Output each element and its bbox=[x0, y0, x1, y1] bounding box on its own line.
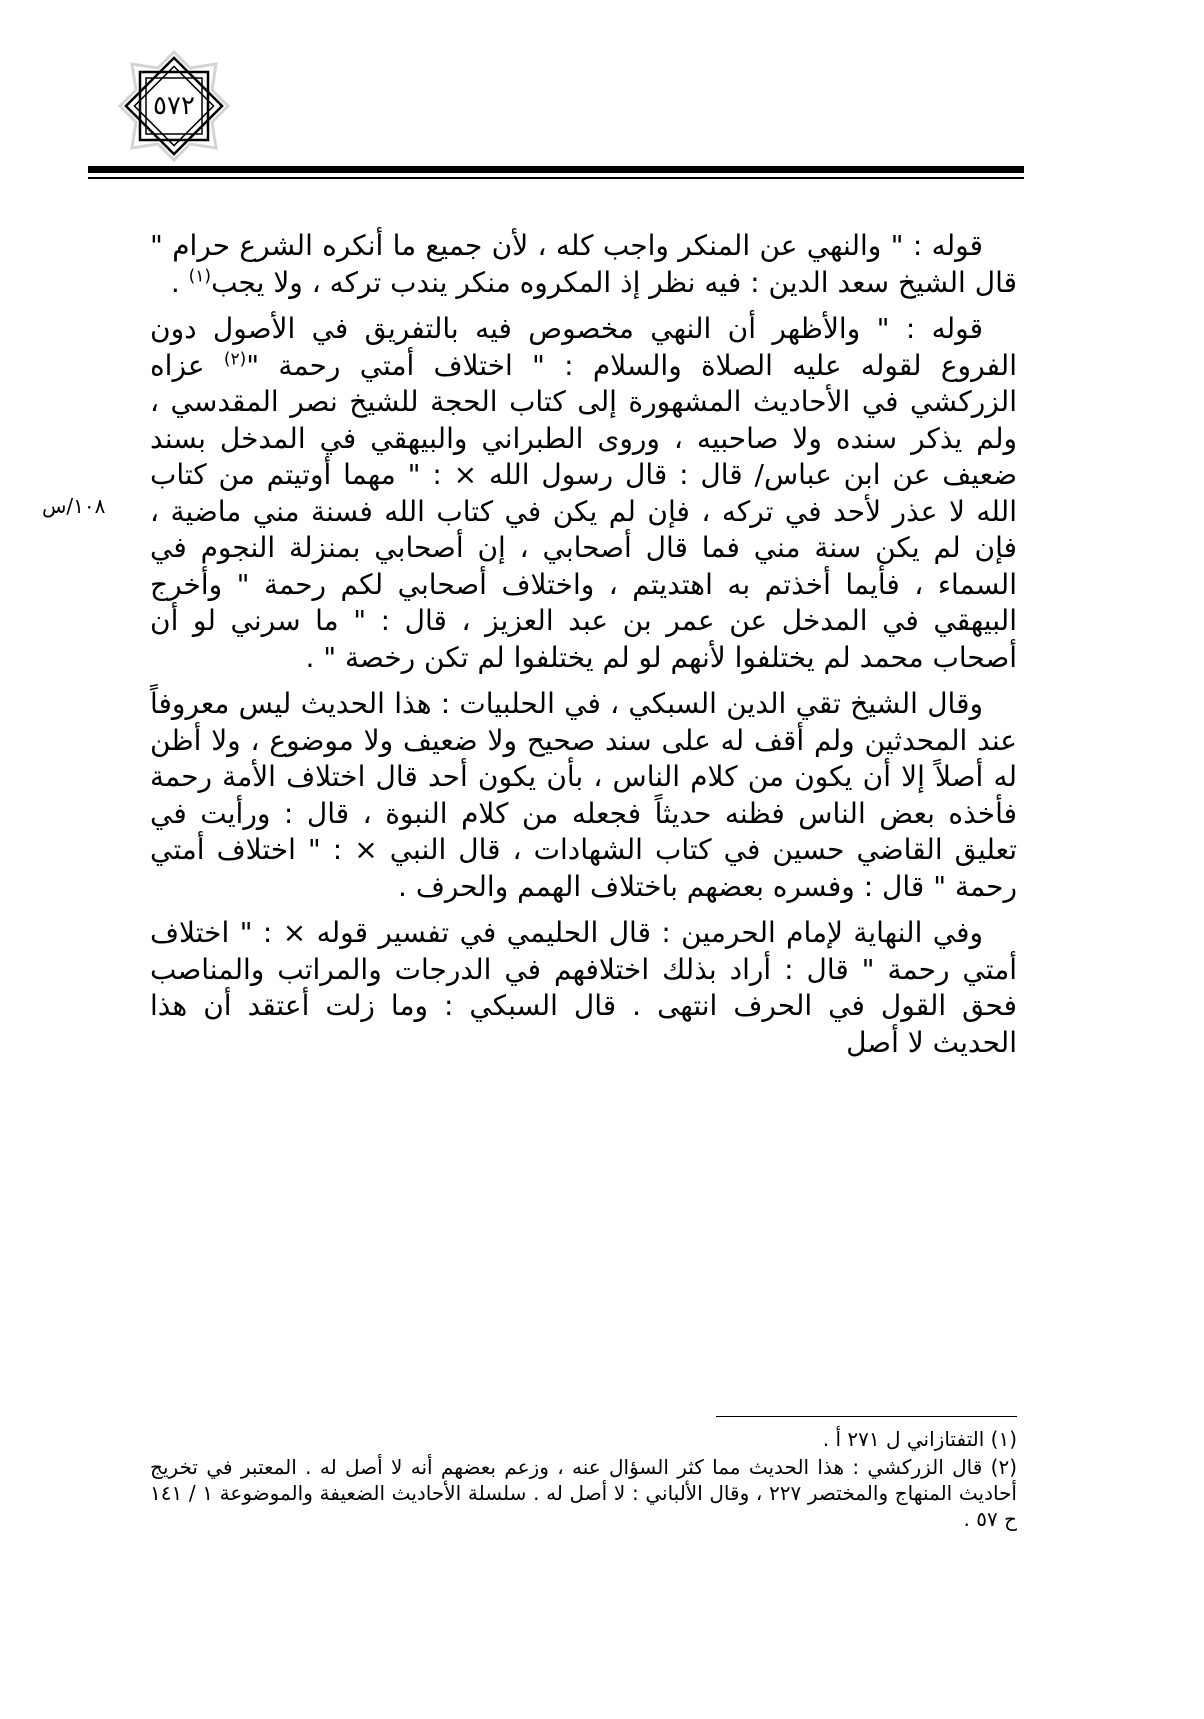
paragraph-1-end: . bbox=[170, 265, 189, 299]
header-rule-thick bbox=[88, 166, 1024, 173]
paragraph-4: وفي النهاية لإمام الحرمين : قال الحليمي في تفسير قوله × : " اختلاف أمتي رحمة " قال : أراد بذلك اختلافهم في الدرجات والمراتب والمناصب فحق القول في الحرف انتهى . قال السبكي : وما زلت أعتقد أن هذا الحديث لا أصل bbox=[150, 916, 1017, 1059]
paragraph-2-text: قوله : " والأظهر أن النهي مخصوص فيه بالتفريق في الأصول دون الفروع لقوله عليه الصلاة والسلام : " اختلاف أمتي رحمة " bbox=[150, 312, 1017, 382]
paragraph-1-text: قوله : " والنهي عن المنكر واجب كله ، لأن جميع ما أنكره الشرع حرام " قال الشيخ سعد الدين : فيه نظر إذ المكروه منكر يندب تركه ، ولا يجب bbox=[150, 229, 1017, 299]
footnote-ref-2: (٢) bbox=[223, 349, 247, 370]
footnotes bbox=[150, 1426, 1017, 1534]
footnote-separator bbox=[716, 1416, 1017, 1417]
paragraph-2-continuation: عزاه الزركشي في الأحاديث المشهورة إلى كتاب الحجة للشيخ نصر المقدسي ، ولم يذكر سنده ولا صاحبيه ، وروى الطبراني والبيهقي في المدخل بسند ضعيف عن ابن عباس/ قال : قال رسول الله × : " مهما أوتيتم من كتاب الله لا عذر لأحد في تركه ، فإن لم يكن في كتاب الله فسنة مني ماضية ، فإن لم يكن سنة مني فما قال أصحابي ، إن أصحابي بمنزلة النجوم في السماء ، فأيما أخذتم به اهتديتم ، واختلاف أصحابي لكم رحمة " وأخرج البيهقي في المدخل عن عمر بن عبد العزيز ، قال : " ما سرني لو أن أصحاب محمد لم يختلفوا لأنهم لو لم يختلفوا لم تكن رخصة " . bbox=[150, 348, 1017, 674]
header-rule-thin bbox=[88, 177, 1024, 179]
page-number-badge bbox=[106, 38, 242, 174]
paragraph-1 bbox=[150, 228, 1017, 301]
body-text bbox=[150, 228, 1017, 1071]
margin-manuscript-note: ١٠٨/س bbox=[42, 494, 106, 518]
footnote-ref-1: (١) bbox=[188, 266, 212, 287]
footnote-2: (٢) قال الزركشي : هذا الحديث مما كثر السؤال عنه ، وزعم بعضهم أنه لا أصل له . المعتبر في تخريج أحاديث المنهاج والمختصر ٢٢٧ ، وقال الألباني : لا أصل له . سلسلة الأحاديث الضعيفة والموضوعة ١ / ١٤١ ح ٥٧ . bbox=[150, 1455, 1017, 1531]
paragraph-3: وقال الشيخ تقي الدين السبكي ، في الحلبيات : هذا الحديث ليس معروفاً عند المحدثين ولم أقف له على سند صحيح ولا ضعيف ولا موضوع ، ولا أظن له أصلاً إلا أن يكون من كلام الناس ، بأن يكون أحد قال اختلاف الأمة رحمة فأخذه بعض الناس فظنه حديثاً فجعله من كلام النبوة ، قال : ورأيت في تعليق القاضي حسين في كتاب الشهادات ، قال النبي × : " اختلاف أمتي رحمة " قال : وفسره بعضهم باختلاف الهمم والحرف . bbox=[150, 687, 1017, 903]
paragraph-2 bbox=[150, 311, 1017, 676]
page-number: ٥٧٢ bbox=[153, 91, 195, 121]
footnote-1: (١) التفتازاني ل ٢٧١ أ . bbox=[822, 1427, 1017, 1451]
